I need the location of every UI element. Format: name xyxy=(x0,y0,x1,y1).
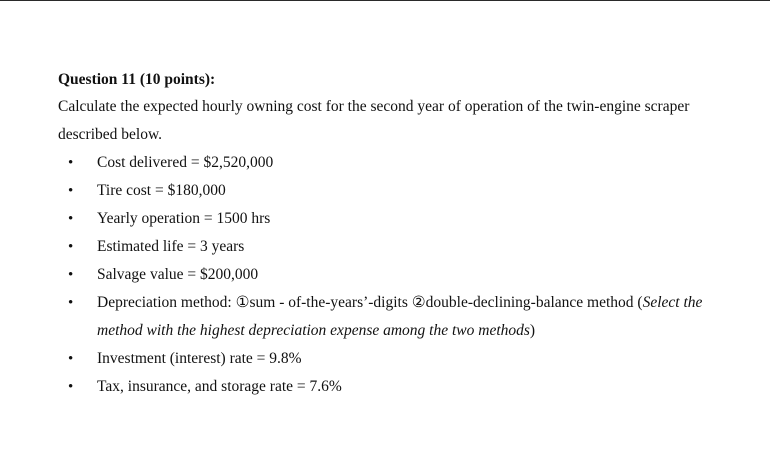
list-item-yearly-operation xyxy=(58,205,748,233)
list-item-text: Depreciation method: ①sum - of-the-years’-digits ②double-declining-balance method ( xyxy=(97,294,643,311)
list-item-text: Tax, insurance, and storage rate = 7.6% xyxy=(97,378,342,395)
intro-line-2: described below. xyxy=(58,126,163,143)
top-border-line xyxy=(0,0,770,1)
bullet-icon: • xyxy=(68,183,74,199)
question-heading: Question 11 (10 points): xyxy=(58,71,216,88)
depreciation-note: Select the method with the highest depreciation expense among the two methods xyxy=(97,294,703,339)
list-item-tax-insurance-storage xyxy=(58,373,748,401)
list-item-close-paren: ) xyxy=(529,322,536,339)
bullet-icon: • xyxy=(68,211,74,227)
list-item-text: Tire cost = $180,000 xyxy=(97,182,226,199)
list-item-text: Yearly operation = 1500 hrs xyxy=(97,210,271,227)
bullet-icon: • xyxy=(68,295,74,311)
intro-line-1: Calculate the expected hourly owning cost for the second year of operation of the twin-engine scraper xyxy=(58,98,690,115)
list-item-salvage-value xyxy=(58,261,748,289)
list-item-estimated-life xyxy=(58,233,748,261)
list-item-tire-cost xyxy=(58,177,748,205)
question-block xyxy=(58,66,748,401)
bullet-icon: • xyxy=(68,267,74,283)
bullet-icon: • xyxy=(68,351,74,367)
list-item-interest-rate xyxy=(58,345,748,373)
bullet-icon: • xyxy=(68,155,74,171)
bullet-icon: • xyxy=(68,379,74,395)
list-item-depreciation-method xyxy=(58,289,748,345)
bullet-icon: • xyxy=(68,239,74,255)
list-item-text: Cost delivered = $2,520,000 xyxy=(97,154,274,171)
list-item-text: Salvage value = $200,000 xyxy=(97,266,259,283)
question-intro xyxy=(58,93,748,149)
list-item-text: Investment (interest) rate = 9.8% xyxy=(97,350,302,367)
list-item-text: Estimated life = 3 years xyxy=(97,238,245,255)
given-data-list xyxy=(58,149,748,401)
list-item-cost-delivered xyxy=(58,149,748,177)
